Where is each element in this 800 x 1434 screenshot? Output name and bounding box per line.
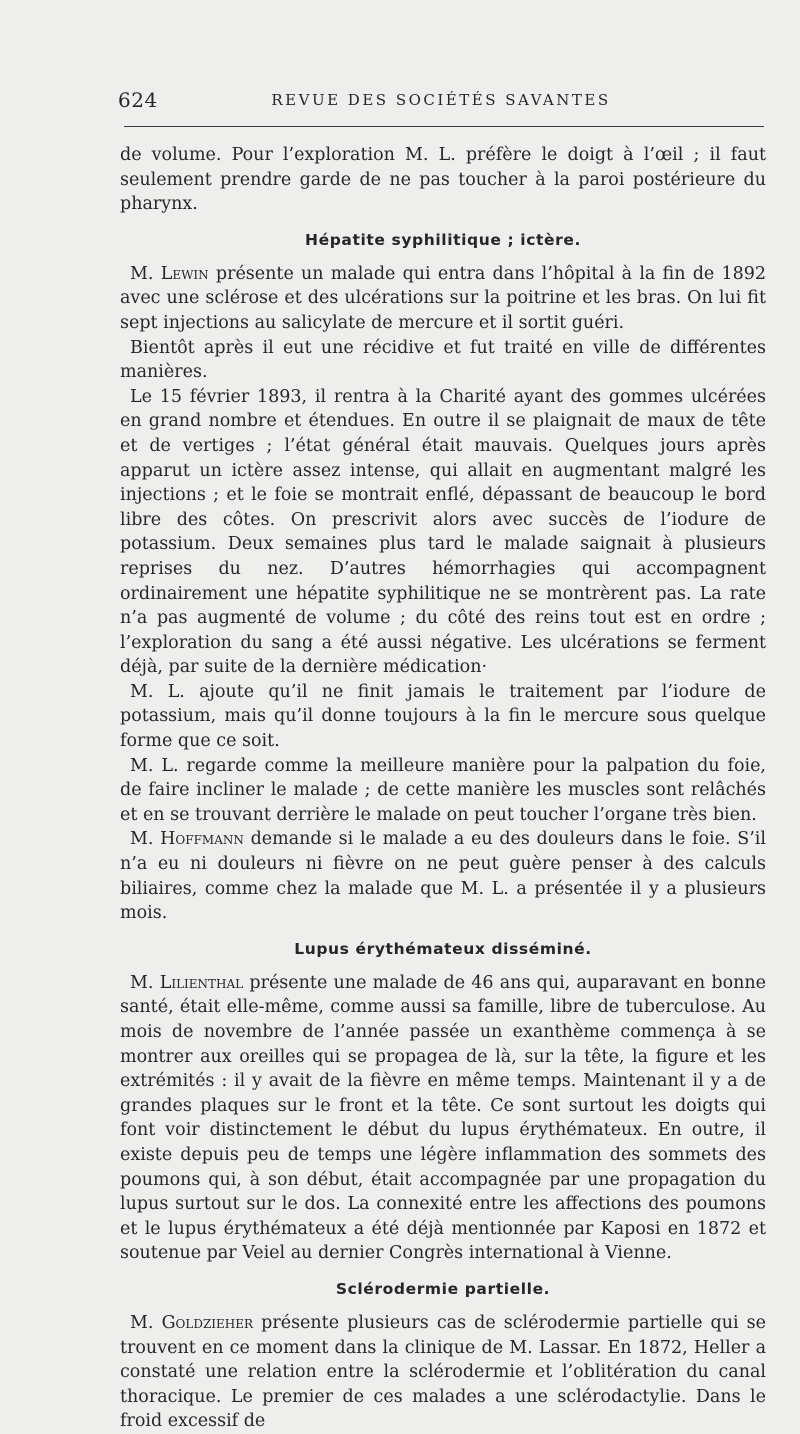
page-number: 624 xyxy=(118,88,158,112)
paragraph: Bientôt après il eut une récidive et fut traité en ville de différentes manières. xyxy=(120,337,766,383)
text: M. xyxy=(130,972,160,993)
section-title-hepatite: Hépatite syphilitique ; ictère. xyxy=(305,230,581,249)
section-title-sclerodermie: Sclérodermie partielle. xyxy=(335,1279,551,1298)
text: M. xyxy=(130,263,161,284)
page-body xyxy=(120,143,766,1434)
paragraph-hoffmann xyxy=(120,827,766,925)
running-head: REVUE DES SOCIÉTÉS SAVANTES xyxy=(271,91,611,109)
text: M. xyxy=(130,829,161,850)
text: M. xyxy=(130,1312,162,1333)
text: demande si le malade a eu des douleurs dans le foie. S’il n’a eu ni douleurs ni fièvre on ne peut guère penser à des calculs biliaires, comme chez la malade que M. L. a présentée il y a plusieurs mois. xyxy=(120,829,766,924)
author-name-goldzieher: Goldzieher xyxy=(161,1312,254,1333)
paragraph-lilienthal xyxy=(120,971,766,1266)
header-rule xyxy=(124,126,764,127)
paragraph: Le 15 février 1893, il rentra à la Charité ayant des gommes ulcérées en grand nombre et étendues. En outre il se plaignait de maux de tête et de vertiges ; l’état général était mauvais. Quelques jours après apparut un ictère assez intense, qui allait en augmentant malgré les injections ; et le foie se montrait enflé, dépassant de beaucoup le bord libre des côtes. On prescrivit alors avec succès de l’iodure de potassium. Deux semaines plus tard le malade saignait à plusieurs reprises du nez. D’autres hémorrhagies qui accompagnent ordinairement une hépatite syphilitique ne se montrèrent pas. La rate n’a pas augmenté de volume ; du côté des reins tout est en ordre ; l’exploration du sang a été aussi négative. Les ulcérations se ferment déjà, par suite de la dernière médication· xyxy=(120,386,766,678)
paragraph-continued: de volume. Pour l’exploration M. L. préfère le doigt à l’œil ; il faut seulement prendre garde de ne pas toucher à la paroi postérieure du pharynx. xyxy=(120,145,766,215)
text: présente plusieurs cas de sclérodermie partielle qui se trouvent en ce moment dans la clinique de M. Lassar. En 1872, Heller a constaté une relation entre la sclérodermie et l’oblitération du canal thoracique. Le premier de ces malades a une sclérodactylie. Dans le froid excessif de xyxy=(120,1312,767,1432)
section-title-lupus: Lupus érythémateux disséminé. xyxy=(294,939,592,958)
paragraph: M. L. regarde comme la meilleure manière pour la palpation du foie, de faire incliner le malade ; de cette manière les muscles sont relâchés et en se trouvant derrière le malade on peut toucher l’organe très bien. xyxy=(120,755,766,825)
paragraph: M. L. ajoute qu’il ne finit jamais le traitement par l’iodure de potassium, mais qu’il donne toujours à la fin le mercure sous quelque forme que ce soit. xyxy=(120,681,766,752)
text: présente un malade qui entra dans l’hôpital à la fin de 1892 avec une sclérose et des ulcérations sur la poitrine et les bras. On lui fit sept injections au salicylate de mercure et il sortit guéri. xyxy=(120,263,767,333)
page-header xyxy=(118,88,764,118)
paragraph-lewin xyxy=(120,262,766,336)
author-name-hoffmann: Hoffmann xyxy=(160,829,244,850)
author-name-lewin: Lewin xyxy=(160,263,209,284)
paragraph-goldzieher xyxy=(120,1311,766,1434)
author-name-lilienthal: Lilienthal xyxy=(159,972,244,993)
text: présente une malade de 46 ans qui, auparavant en bonne santé, était elle-même, comme aussi sa famille, libre de tuberculose. Au mois de novembre de l’année passée un exanthème commença à se montrer aux oreilles qui se propagea de là, sur la tête, la figure et les extrémités : il y avait de la fièvre en même temps. Maintenant il y a de grandes plaques sur le front et la tête. Ce sont surtout les doigts qui font voir distinctement le début du lupus érythémateux. En outre, il existe depuis peu de temps une légère inflammation des sommets des poumons qui, à son début, était accompagnée par une propagation du lupus surtout sur le dos. La connexité entre les affections des poumons et le lupus érythémateux a été déjà mentionnée par Kaposi en 1872 et soutenue par Veiel au dernier Congrès international à Vienne. xyxy=(120,972,767,1264)
